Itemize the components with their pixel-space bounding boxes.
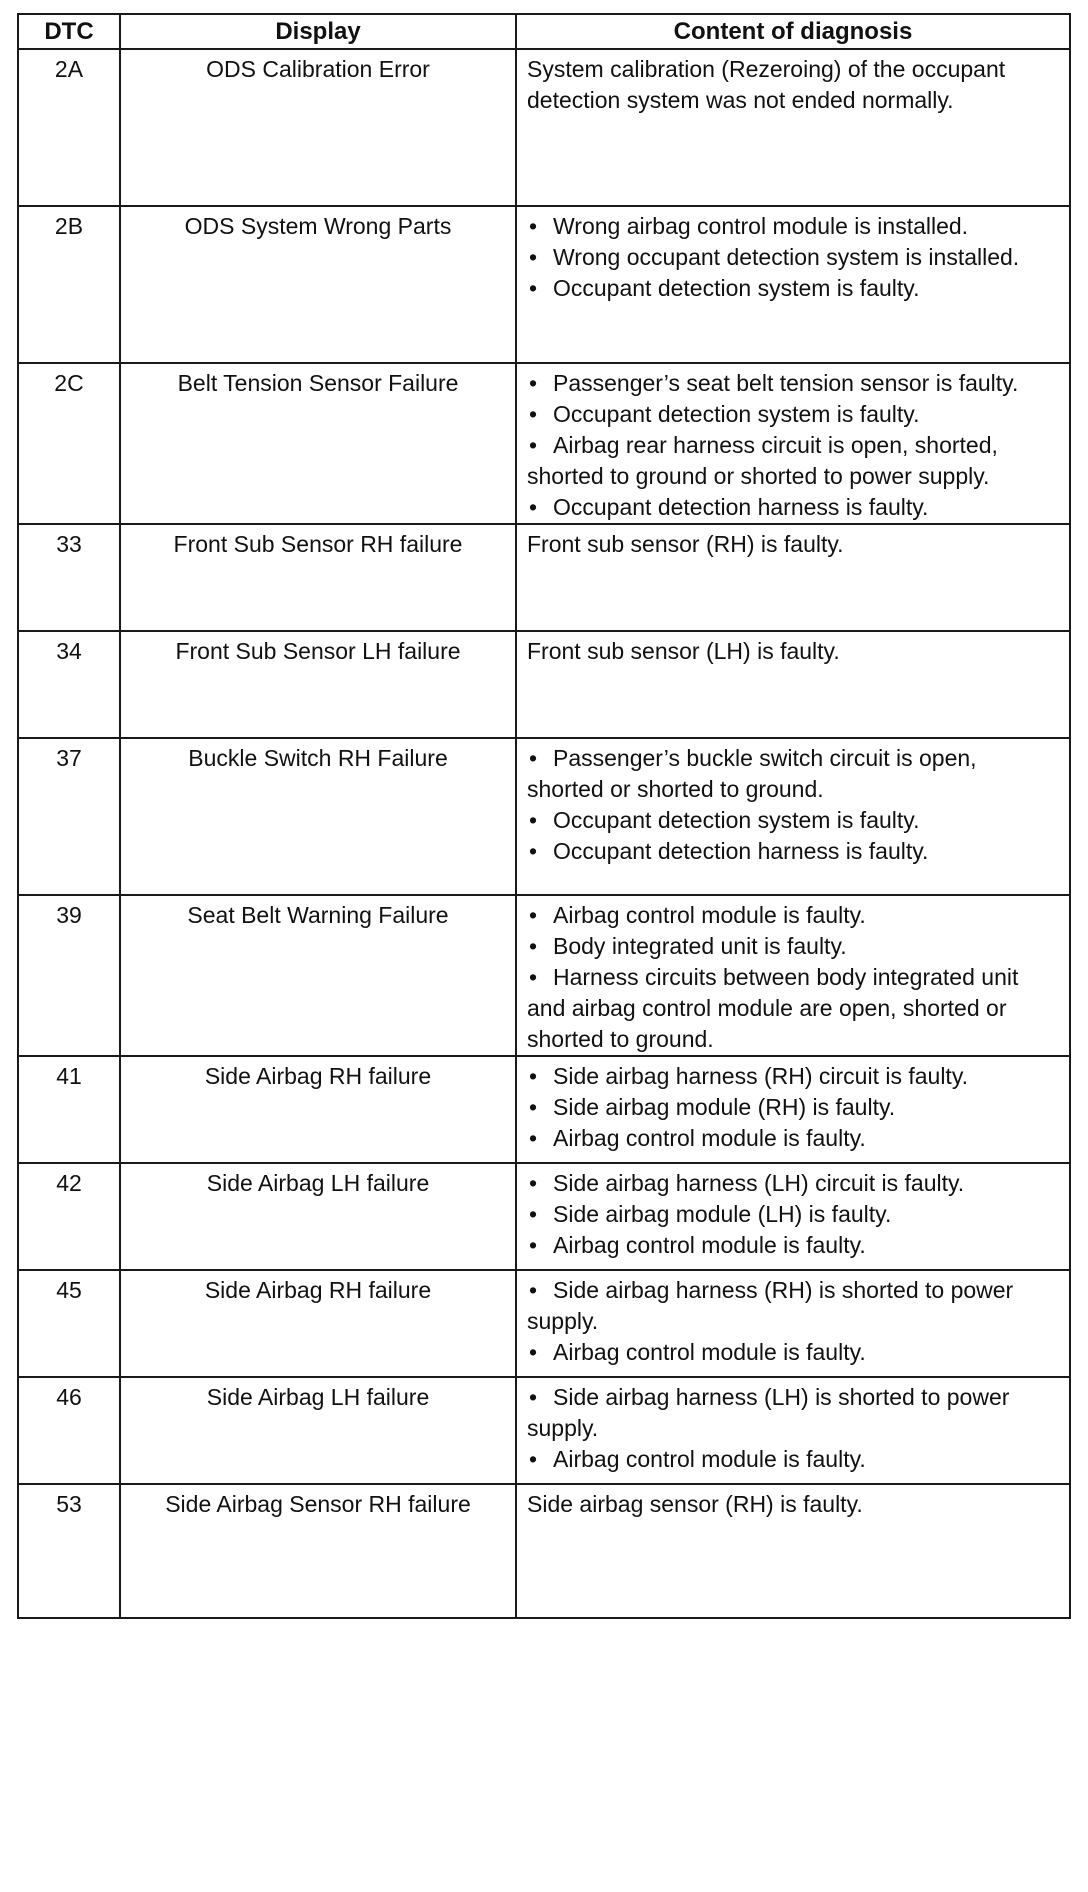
dtc-code-cell: 2B [18,206,120,363]
line-text: shorted to ground or shorted to power supply. [527,463,990,489]
content-cell [516,1056,1070,1163]
line-text: Wrong occupant detection system is installed. [553,244,1020,270]
content-cell [516,1377,1070,1484]
bullet-icon: • [529,902,538,928]
table-row [18,1377,1070,1484]
bullet-item [527,836,1059,867]
line-text: Side airbag harness (LH) circuit is faulty. [553,1170,965,1196]
display-cell: Side Airbag RH failure [120,1056,516,1163]
table-row [18,524,1070,631]
display-cell: Seat Belt Warning Failure [120,895,516,1056]
dtc-code-cell: 53 [18,1484,120,1618]
dtc-table [17,13,1071,1619]
bullet-item [527,430,1059,461]
text-line [527,636,1059,667]
line-text: shorted or shorted to ground. [527,776,824,802]
line-text: Occupant detection harness is faulty. [553,494,929,520]
bullet-item [527,1337,1059,1368]
line-text: Front sub sensor (LH) is faulty. [527,638,840,664]
line-text: Side airbag module (RH) is faulty. [553,1094,896,1120]
header-content: Content of diagnosis [516,14,1070,49]
bullet-item [527,743,1059,774]
text-line [527,1413,1059,1444]
line-text: Side airbag sensor (RH) is faulty. [527,1491,863,1517]
dtc-code-cell: 2C [18,363,120,524]
bullet-icon: • [529,1339,538,1365]
bullet-icon: • [529,370,538,396]
bullet-item [527,1275,1059,1306]
dtc-code-cell: 39 [18,895,120,1056]
line-text: System calibration (Rezeroing) of the occupant [527,56,1006,82]
table-row [18,49,1070,206]
content-cell [516,631,1070,738]
table-row [18,1163,1070,1270]
line-text: shorted to ground. [527,1026,714,1052]
dtc-code-cell: 46 [18,1377,120,1484]
bullet-item [527,242,1059,273]
line-text: Occupant detection system is faulty. [553,807,920,833]
bullet-icon: • [529,838,538,864]
line-text: Occupant detection harness is faulty. [553,838,929,864]
bullet-item [527,1168,1059,1199]
line-text: Airbag control module is faulty. [553,1339,866,1365]
line-text: Wrong airbag control module is installed. [553,213,969,239]
line-text: Side airbag module (LH) is faulty. [553,1201,892,1227]
bullet-item [527,273,1059,304]
line-text: Airbag control module is faulty. [553,1232,866,1258]
line-text: Side airbag harness (RH) is shorted to power [553,1277,1014,1303]
line-text: Harness circuits between body integrated unit [553,964,1019,990]
table-body [18,49,1070,1618]
display-cell: Side Airbag Sensor RH failure [120,1484,516,1618]
display-cell: Front Sub Sensor LH failure [120,631,516,738]
table-row [18,206,1070,363]
text-line [527,54,1059,85]
line-text: detection system was not ended normally. [527,87,954,113]
line-text: Airbag rear harness circuit is open, shorted, [553,432,998,458]
text-line [527,993,1059,1024]
line-text: Front sub sensor (RH) is faulty. [527,531,844,557]
bullet-item [527,492,1059,523]
dtc-code-cell: 37 [18,738,120,895]
bullet-icon: • [529,1277,538,1303]
line-text: Body integrated unit is faulty. [553,933,847,959]
bullet-icon: • [529,1446,538,1472]
bullet-item [527,1382,1059,1413]
bullet-item [527,1061,1059,1092]
dtc-code-cell: 42 [18,1163,120,1270]
table-row [18,895,1070,1056]
display-cell: Side Airbag LH failure [120,1377,516,1484]
table-row [18,631,1070,738]
line-text: Side airbag harness (RH) circuit is faulty. [553,1063,968,1089]
table-row [18,1056,1070,1163]
bullet-item [527,368,1059,399]
line-text: Occupant detection system is faulty. [553,401,920,427]
bullet-icon: • [529,244,538,270]
line-text: supply. [527,1308,599,1334]
table-row [18,1270,1070,1377]
content-cell [516,738,1070,895]
display-cell: Side Airbag LH failure [120,1163,516,1270]
content-cell [516,1270,1070,1377]
dtc-code-cell: 33 [18,524,120,631]
text-line [527,461,1059,492]
text-line [527,1489,1059,1520]
header-row [18,14,1070,49]
bullet-icon: • [529,1384,538,1410]
bullet-icon: • [529,401,538,427]
bullet-item [527,900,1059,931]
dtc-code-cell: 34 [18,631,120,738]
table-row [18,1484,1070,1618]
content-cell [516,1484,1070,1618]
bullet-item [527,211,1059,242]
text-line [527,529,1059,560]
bullet-icon: • [529,1063,538,1089]
bullet-icon: • [529,432,538,458]
dtc-code-cell: 45 [18,1270,120,1377]
line-text: Passenger’s buckle switch circuit is open, [553,745,977,771]
bullet-icon: • [529,1125,538,1151]
bullet-icon: • [529,1170,538,1196]
display-cell: ODS Calibration Error [120,49,516,206]
bullet-icon: • [529,964,538,990]
bullet-icon: • [529,494,538,520]
line-text: Occupant detection system is faulty. [553,275,920,301]
bullet-icon: • [529,933,538,959]
content-cell [516,524,1070,631]
display-cell: Front Sub Sensor RH failure [120,524,516,631]
text-line [527,1024,1059,1055]
bullet-item [527,1199,1059,1230]
bullet-item [527,805,1059,836]
line-text: Passenger’s seat belt tension sensor is faulty. [553,370,1019,396]
content-cell [516,206,1070,363]
dtc-code-cell: 41 [18,1056,120,1163]
table-row [18,363,1070,524]
display-cell: ODS System Wrong Parts [120,206,516,363]
table-header [18,14,1070,49]
bullet-icon: • [529,745,538,771]
bullet-item [527,1092,1059,1123]
content-cell [516,363,1070,524]
dtc-code-cell: 2A [18,49,120,206]
line-text: supply. [527,1415,599,1441]
bullet-icon: • [529,1201,538,1227]
content-cell [516,895,1070,1056]
table-row [18,738,1070,895]
bullet-icon: • [529,1232,538,1258]
text-line [527,774,1059,805]
bullet-icon: • [529,213,538,239]
line-text: and airbag control module are open, shorted or [527,995,1007,1021]
bullet-item [527,1123,1059,1154]
bullet-item [527,1444,1059,1475]
content-cell [516,49,1070,206]
header-dtc: DTC [18,14,120,49]
bullet-item [527,931,1059,962]
header-display: Display [120,14,516,49]
text-line [527,1306,1059,1337]
bullet-item [527,962,1059,993]
display-cell: Belt Tension Sensor Failure [120,363,516,524]
line-text: Airbag control module is faulty. [553,902,866,928]
bullet-item [527,399,1059,430]
display-cell: Side Airbag RH failure [120,1270,516,1377]
line-text: Airbag control module is faulty. [553,1446,866,1472]
bullet-item [527,1230,1059,1261]
line-text: Airbag control module is faulty. [553,1125,866,1151]
display-cell: Buckle Switch RH Failure [120,738,516,895]
text-line [527,85,1059,116]
content-cell [516,1163,1070,1270]
line-text: Side airbag harness (LH) is shorted to power [553,1384,1010,1410]
bullet-icon: • [529,275,538,301]
bullet-icon: • [529,1094,538,1120]
bullet-icon: • [529,807,538,833]
